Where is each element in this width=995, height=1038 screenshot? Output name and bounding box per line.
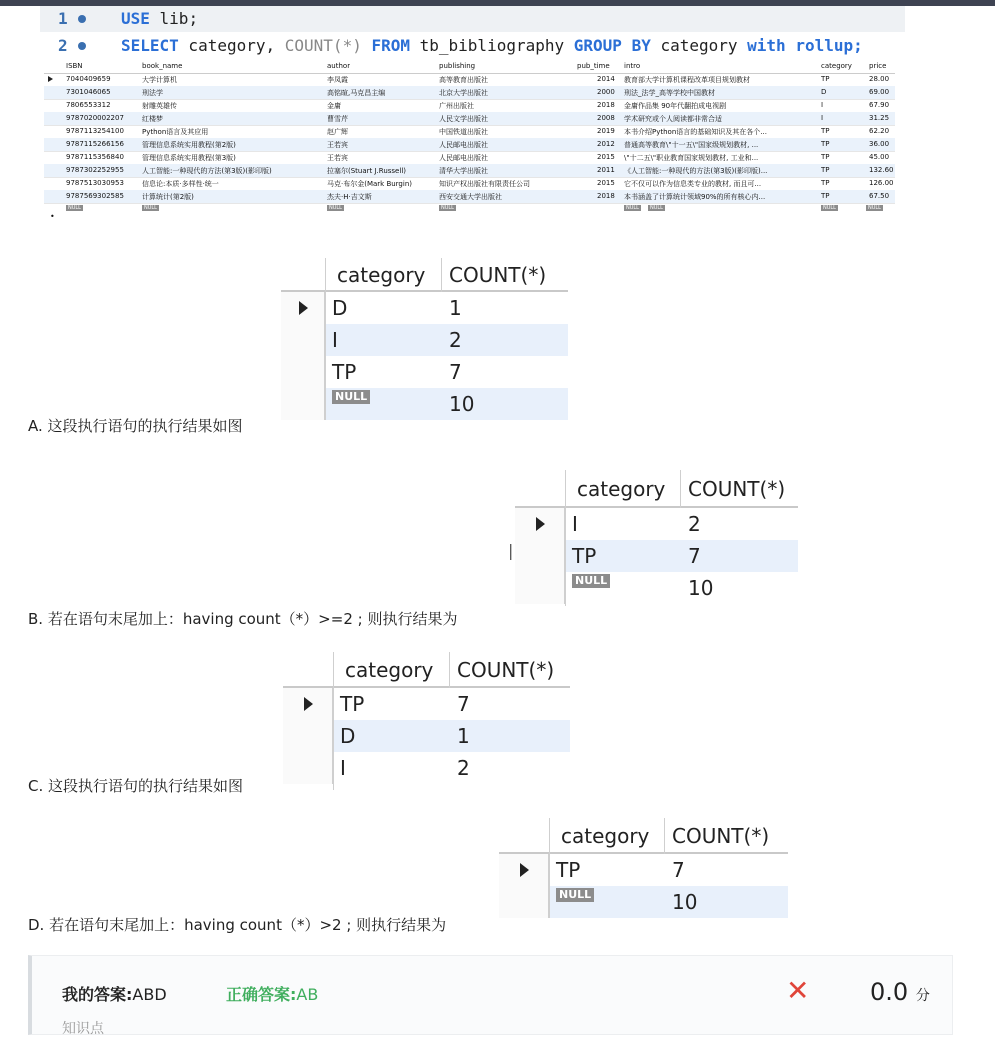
grid-cell-isbn[interactable]: 7806553312 (66, 101, 111, 109)
table-corner (283, 652, 333, 688)
grid-cell-category[interactable]: TP (821, 127, 830, 135)
grid-cell-category[interactable]: TP (821, 192, 830, 200)
score-value: 0.0 (870, 978, 909, 1006)
grid-row[interactable] (44, 86, 895, 100)
cell-category: I (340, 756, 346, 780)
cell-category: I (326, 324, 441, 356)
cell-category: I (572, 512, 578, 536)
grid-cell-isbn[interactable]: 9787115356840 (66, 153, 124, 161)
grid-cell-isbn[interactable]: 7301046065 (66, 88, 111, 96)
correct-answer-label: 正确答案: (226, 985, 297, 1004)
null-badge: NULL (329, 205, 342, 211)
breakpoint-dot-icon (78, 42, 86, 50)
grid-cell-price[interactable]: 67.50 (869, 192, 890, 200)
current-row-arrow-icon (536, 517, 545, 531)
grid-cell-isbn[interactable]: 9787115266156 (66, 140, 124, 148)
grid-cell-isbn[interactable]: 9787113254100 (66, 127, 124, 135)
grid-cell-book-name[interactable]: 射雕英雄传 (142, 102, 177, 110)
table-name: tb_bibliography (410, 36, 574, 55)
row-gutter (515, 540, 565, 572)
grid-cell-author[interactable]: 王若宾 (327, 141, 348, 149)
grid-cell-author[interactable]: 高铭暄,马克昌主编 (327, 89, 386, 97)
col-header-pub-time[interactable]: pub_time (577, 62, 610, 70)
row-gutter (283, 752, 333, 784)
grid-cell-intro[interactable]: 金庸作品集 90年代翻拍成电视剧 (624, 102, 727, 110)
cell-category (566, 572, 680, 604)
current-row-arrow-icon (520, 863, 529, 877)
grid-cell-author[interactable]: 赵广辉 (327, 128, 348, 136)
null-badge: NULL (572, 574, 610, 588)
cell-count: 7 (672, 858, 685, 882)
grid-cell-price[interactable]: 132.60 (869, 166, 894, 174)
grid-cell-pub-time[interactable]: 2000 (597, 88, 615, 96)
null-badge: NULL (626, 205, 639, 211)
grid-cell-category[interactable]: TP (821, 75, 830, 83)
grid-cell-book-name[interactable]: 信息论:本质·多样性·统一 (142, 180, 219, 188)
grid-cell-publishing[interactable]: 高等教育出版社 (439, 76, 488, 84)
grid-cell-price[interactable]: 69.00 (869, 88, 890, 96)
grid-cell-publishing[interactable]: 人民邮电出版社 (439, 154, 488, 162)
row-gutter (515, 572, 565, 604)
result-table-d (499, 818, 788, 918)
current-row-arrow-icon (304, 697, 313, 711)
grid-cell-intro[interactable]: 刑法_法学_高等学校中国教材 (624, 89, 715, 97)
score-unit: 分 (915, 988, 930, 1004)
null-badge: NULL (868, 205, 881, 211)
grid-cell-category[interactable]: TP (821, 140, 830, 148)
col-header-price[interactable]: price (869, 62, 887, 70)
grid-cell-pub-time[interactable]: 2008 (597, 114, 615, 122)
knowledge-point-label: 知识点 (62, 1021, 104, 1037)
grid-cell-category[interactable]: D (821, 88, 827, 96)
keyword-with-rollup: with rollup; (747, 36, 863, 55)
grid-cell-book-name[interactable]: 管理信息系统实用教程(第3版) (142, 154, 236, 162)
sql-editor[interactable] (40, 6, 905, 62)
grid-cell-intro[interactable]: 学术研究或个人阅读都非常合适 (624, 115, 722, 123)
cell-count: 7 (457, 692, 470, 716)
col-header-isbn[interactable]: ISBN (66, 62, 83, 70)
my-answer-label: 我的答案: (62, 985, 133, 1004)
grid-cell-book-name[interactable]: 计算统计(第2版) (142, 193, 194, 201)
grid-cell-pub-time[interactable]: 2019 (597, 127, 615, 135)
col-header-category[interactable]: category (821, 62, 852, 70)
grid-cell-intro[interactable]: 教育部大学计算机课程改革项目规划教材 (624, 76, 750, 84)
grid-cell-book-name[interactable]: 大学计算机 (142, 76, 177, 84)
col-divider (441, 258, 442, 292)
grid-cell-isbn[interactable]: 9787569302585 (66, 192, 124, 200)
grid-row[interactable] (44, 190, 895, 204)
new-row-marker: • (50, 212, 55, 221)
cell-category: TP (332, 360, 357, 384)
grid-cell-author[interactable]: 金庸 (327, 102, 341, 110)
column-category: category, (178, 36, 285, 55)
keyword-select: SELECT (121, 36, 179, 55)
grid-cell-category[interactable]: I (821, 101, 824, 109)
cell-count: 1 (449, 296, 462, 320)
grid-cell-intro[interactable]: 《人工智能:一种现代的方法(第3版)(影印版)... (624, 167, 768, 175)
line-number: 1 (58, 9, 68, 28)
db-name: lib; (149, 9, 199, 28)
stray-mark: | (508, 541, 514, 560)
answer-panel (28, 955, 953, 1035)
grid-cell-price[interactable]: 31.25 (869, 114, 890, 122)
col-header-count: COUNT(*) (449, 652, 570, 688)
grid-cell-publishing[interactable]: 清华大学出版社 (439, 167, 488, 175)
cell-count: 2 (441, 324, 568, 356)
grid-cell-author[interactable]: 杰夫·H·吉文斯 (327, 193, 372, 201)
grid-cell-isbn[interactable]: 9787020002207 (66, 114, 124, 122)
grid-cell-book-name[interactable]: Python语言及其应用 (142, 128, 209, 136)
cell-count: 2 (457, 756, 470, 780)
cell-count: 10 (664, 886, 788, 918)
cell-category (550, 886, 664, 918)
grid-cell-author[interactable]: 马克·布尔金(Mark Burgin) (327, 180, 412, 188)
correct-answer-value: AB (296, 985, 319, 1004)
grid-row[interactable] (44, 73, 895, 87)
grid-cell-pub-time[interactable]: 2011 (597, 166, 615, 174)
grid-cell-pub-time[interactable]: 2015 (597, 179, 615, 187)
col-header-publishing[interactable]: publishing (439, 62, 476, 70)
grid-cell-intro[interactable]: \"十二五\"职业教育国家规划教材, 工业和... (624, 154, 759, 162)
col-header-intro[interactable]: intro (624, 62, 641, 70)
correct-answer (226, 982, 318, 1005)
option-d-text[interactable]: D. 若在语句末尾加上：having count（*）>2 ; 则执行结果为 (28, 916, 447, 934)
row-gutter (281, 356, 325, 388)
code-line-2 (40, 33, 905, 59)
grid-cell-book-name[interactable]: 管理信息系统实用教程(第2版) (142, 141, 236, 149)
grid-cell-intro[interactable]: 它不仅可以作为信息类专业的教材, 而且可... (624, 180, 762, 188)
col-divider (680, 470, 681, 508)
null-badge: NULL (823, 205, 836, 211)
grid-cell-publishing[interactable]: 人民文学出版社 (439, 115, 488, 123)
grid-cell-book-name[interactable]: 人工智能:一种现代的方法(第3版)(影印版) (142, 167, 272, 175)
grid-cell-price[interactable]: 62.20 (869, 127, 890, 135)
grid-cell-price[interactable]: 28.00 (869, 75, 890, 83)
column-category: category (650, 36, 748, 55)
grid-null-row[interactable] (44, 203, 895, 216)
grid-cell-author[interactable]: 李凤霞 (327, 76, 348, 84)
grid-cell-publishing[interactable]: 中国铁道出版社 (439, 128, 488, 136)
grid-cell-pub-time[interactable]: 2012 (597, 140, 615, 148)
current-row-arrow-icon (48, 76, 53, 82)
code-line-1 (40, 6, 905, 32)
col-header-count: COUNT(*) (664, 818, 788, 854)
null-badge: NULL (68, 205, 81, 211)
row-gutter (283, 720, 333, 752)
grid-cell-price[interactable]: 36.00 (869, 140, 890, 148)
grid-row[interactable] (44, 151, 895, 165)
col-divider (449, 652, 450, 688)
result-table-b (515, 470, 798, 606)
option-a-text[interactable]: A. 这段执行语句的执行结果如图 (28, 417, 243, 435)
col-header-category: category (325, 258, 441, 292)
col-header-category: category (565, 470, 680, 508)
cell-category: D (334, 720, 449, 752)
grid-cell-pub-time[interactable]: 2015 (597, 153, 615, 161)
cell-count: 10 (441, 388, 568, 420)
option-b-text[interactable]: B. 若在语句末尾加上：having count（*）>=2 ; 则执行结果为 (28, 610, 458, 628)
cell-category: TP (566, 540, 680, 572)
table-corner (281, 258, 325, 292)
function-count: COUNT(*) (284, 36, 362, 55)
grid-cell-pub-time[interactable]: 2018 (597, 101, 615, 109)
wrong-cross-icon: ✕ (786, 974, 810, 1007)
grid-cell-intro[interactable]: 本书涵盖了计算统计领域90%的所有核心内... (624, 193, 766, 201)
col-divider (664, 818, 665, 854)
grid-cell-category[interactable]: TP (821, 179, 830, 187)
grid-cell-price[interactable]: 45.00 (869, 153, 890, 161)
grid-row[interactable] (44, 99, 895, 113)
null-badge: NULL (332, 390, 370, 404)
grid-row[interactable] (44, 164, 895, 178)
line-number: 2 (58, 36, 68, 55)
grid-cell-price[interactable]: 67.90 (869, 101, 890, 109)
cell-category: TP (340, 692, 365, 716)
grid-row[interactable] (44, 177, 895, 191)
col-header-count: COUNT(*) (441, 258, 568, 292)
grid-cell-author[interactable]: 拉塞尔(Stuart J.Russell) (327, 167, 406, 175)
grid-cell-book-name[interactable]: 红楼梦 (142, 115, 163, 123)
current-row-arrow-icon (299, 301, 308, 315)
keyword-from: FROM (361, 36, 410, 55)
cell-count: 7 (680, 540, 798, 572)
cell-count: 2 (688, 512, 701, 536)
grid-header (44, 60, 895, 74)
grid-cell-isbn[interactable]: 7040409659 (66, 75, 111, 83)
col-header-book-name[interactable]: book_name (142, 62, 183, 70)
col-header-count: COUNT(*) (680, 470, 798, 508)
grid-row[interactable] (44, 125, 895, 139)
cell-count: 1 (449, 720, 570, 752)
grid-cell-author[interactable]: 曹雪芹 (327, 115, 348, 123)
grid-cell-category[interactable]: TP (821, 153, 830, 161)
null-badge: NULL (556, 888, 594, 902)
grid-cell-publishing[interactable]: 知识产权出版社有限责任公司 (439, 180, 530, 188)
grid-row[interactable] (44, 112, 895, 126)
grid-cell-publishing[interactable]: 北京大学出版社 (439, 89, 488, 97)
breakpoint-dot-icon (78, 15, 86, 23)
my-answer (62, 982, 167, 1005)
keyword-group-by: GROUP BY (573, 36, 651, 55)
grid-cell-author[interactable]: 王若宾 (327, 154, 348, 162)
grid-row[interactable] (44, 138, 895, 152)
cell-category (326, 388, 441, 420)
table-corner (515, 470, 565, 508)
row-gutter (281, 388, 325, 420)
grid-cell-price[interactable]: 126.00 (869, 179, 894, 187)
score (870, 978, 930, 1006)
cell-category: D (332, 296, 348, 320)
cell-count: 10 (688, 576, 714, 600)
grid-cell-publishing[interactable]: 广州出版社 (439, 102, 474, 110)
col-header-author[interactable]: author (327, 62, 351, 70)
grid-cell-category[interactable]: TP (821, 166, 830, 174)
null-badge: NULL (441, 205, 454, 211)
grid-cell-isbn[interactable]: 9787302252955 (66, 166, 124, 174)
grid-cell-pub-time[interactable]: 2018 (597, 192, 615, 200)
table-corner (499, 818, 549, 854)
option-c-text[interactable]: C. 这段执行语句的执行结果如图 (28, 777, 244, 795)
grid-cell-publishing[interactable]: 人民邮电出版社 (439, 141, 488, 149)
null-badge: NULL (144, 205, 157, 211)
grid-cell-intro[interactable]: 本书介绍Python语言的基础知识及其在各个... (624, 128, 767, 136)
row-gutter (281, 324, 325, 356)
grid-cell-category[interactable]: I (821, 114, 824, 122)
cell-count: 7 (449, 360, 462, 384)
keyword-use: USE (121, 9, 150, 28)
result-grid[interactable] (44, 60, 895, 223)
grid-cell-book-name[interactable]: 刑法学 (142, 89, 163, 97)
col-header-category: category (549, 818, 664, 854)
grid-cell-pub-time[interactable]: 2014 (597, 75, 615, 83)
grid-cell-intro[interactable]: 普通高等教育\"十一五\"国家级规划教材, ... (624, 141, 759, 149)
row-gutter (499, 886, 549, 918)
result-table-c (283, 652, 570, 790)
result-table-a (281, 258, 568, 420)
null-badge: NULL (650, 205, 663, 211)
cell-category: TP (556, 858, 581, 882)
my-answer-value: ABD (132, 985, 167, 1004)
grid-cell-isbn[interactable]: 9787513030953 (66, 179, 124, 187)
grid-cell-publishing[interactable]: 西安交通大学出版社 (439, 193, 502, 201)
col-header-category: category (333, 652, 449, 688)
